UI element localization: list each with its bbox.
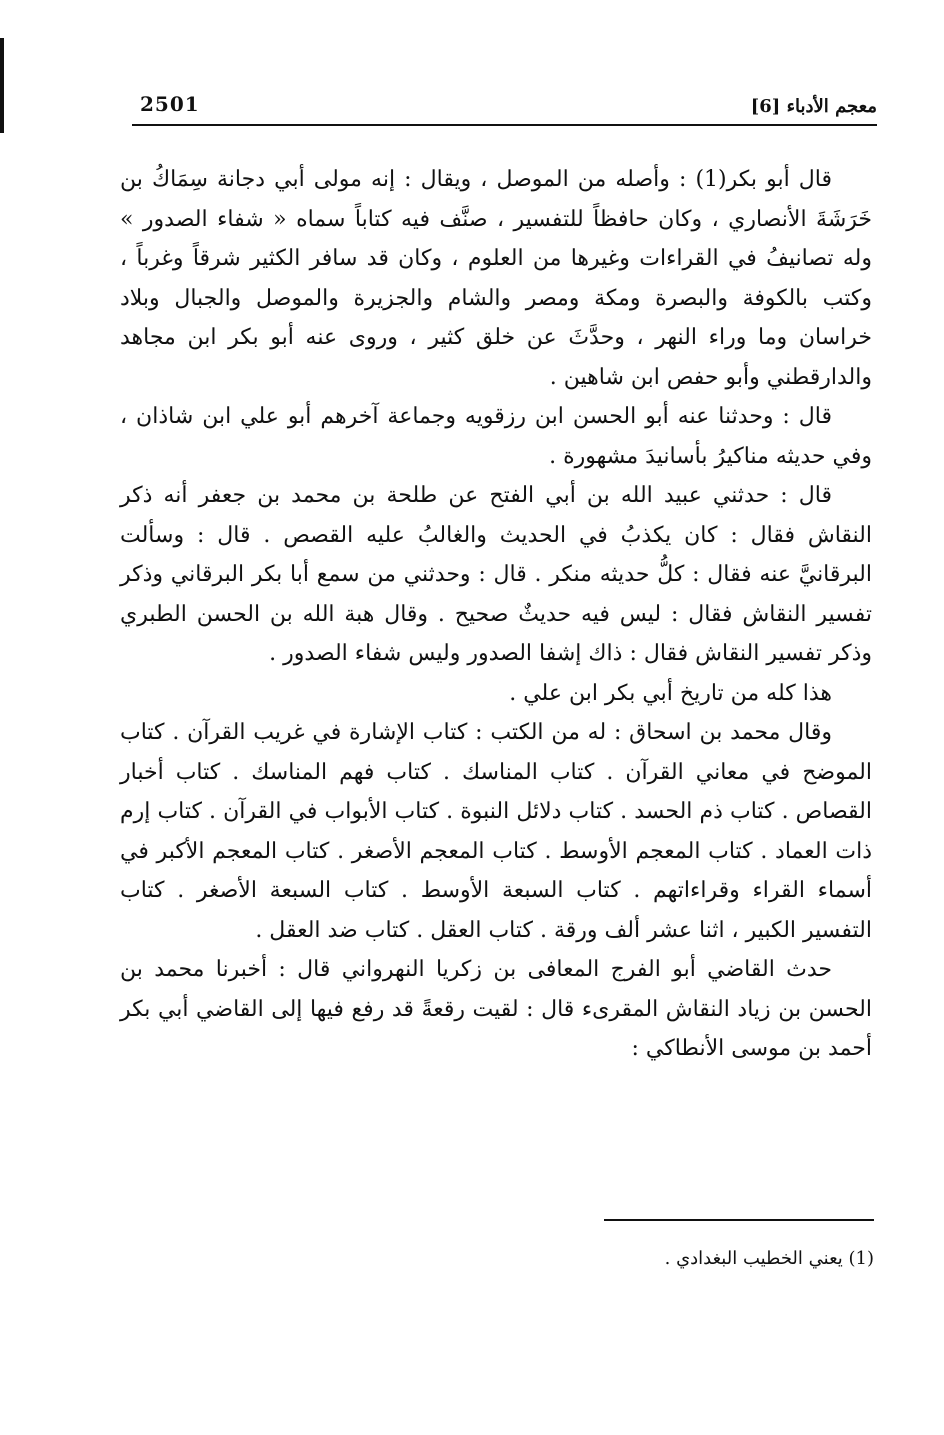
paragraph: هذا كله من تاريخ أبي بكر ابن علي . [509, 680, 832, 706]
header-rule [132, 124, 877, 126]
paragraph: حدث القاضي أبو الفرج المعافى بن زكريا النهرواني قال : أخبرنا محمد بن الحسن بن زياد النقاش المقرىء قال : لقيت رقعةً قد رفع فيها إلى القاضي أبي بكر أحمد بن موسى الأنطاكي : [120, 957, 872, 1061]
page-header [132, 92, 877, 126]
running-title: معجم الأدباء [6] [750, 96, 877, 117]
paragraph: وقال محمد بن اسحاق : له من الكتب : كتاب الإشارة في غريب القرآن . كتاب الموضح في معاني القرآن . كتاب المناسك . كتاب فهم المناسك . كتاب أخبار القصاص . كتاب ذم الحسد . كتاب دلائل النبوة . كتاب الأبواب في القرآن . كتاب إرم ذات العماد . كتاب المعجم الأوسط . كتاب المعجم الأصغر . كتاب المعجم الأكبر في أسماء القراء وقراءاتهم . كتاب السبعة الأوسط . كتاب السبعة الأصغر . كتاب التفسير الكبير ، اثنا عشر ألف ورقة . كتاب العقل . كتاب ضد العقل . [120, 720, 872, 943]
page-number: 2501 [140, 92, 200, 116]
main-text [120, 160, 872, 1069]
paragraph: قال : وحدثنا عنه أبو الحسن ابن رزقويه وجماعة آخرهم أبو علي ابن شاذان ، وفي حديثه مناكيرُ بأسانيدَ مشهورة . [120, 404, 872, 469]
footnote-separator [604, 1219, 874, 1221]
scan-edge-mark [0, 38, 4, 133]
footnote: (1) يعني الخطيب البغدادي . [664, 1248, 874, 1269]
paragraph: قال أبو بكر(1) : وأصله من الموصل ، ويقال : إنه مولى أبي دجانة سِمَاكُ بن خَرَشَةَ الأنصاري ، وكان حافظاً للتفسير ، صنَّف فيه كتاباً سماه « شفاء الصدور » وله تصانيفُ في القراءات وغيرها من العلوم ، وكان قد سافر الكثير شرقاً وغرباً ، وكتب بالكوفة والبصرة ومكة ومصر والشام والجزيرة والموصل والجبال وبلاد خراسان وما وراء النهر ، وحدَّثَ عن خلق كثير ، وروى عنه أبو بكر ابن مجاهد والدارقطني وأبو حفص ابن شاهين . [120, 167, 872, 390]
paragraph: قال : حدثني عبيد الله بن أبي الفتح عن طلحة بن محمد بن جعفر أنه ذكر النقاش فقال : كان يكذبُ في الحديث والغالبُ عليه القصص . قال : وسألت البرقانيَّ عنه فقال : كلُّ حديثه منكر . قال : وحدثني من سمع أبا بكر البرقاني وذكر تفسير النقاش فقال : ليس فيه حديثٌ صحيح . وقال هبة الله بن الحسن الطبري وذكر تفسير النقاش فقال : ذاك إشفا الصدور وليس شفاء الصدور . [120, 483, 873, 666]
